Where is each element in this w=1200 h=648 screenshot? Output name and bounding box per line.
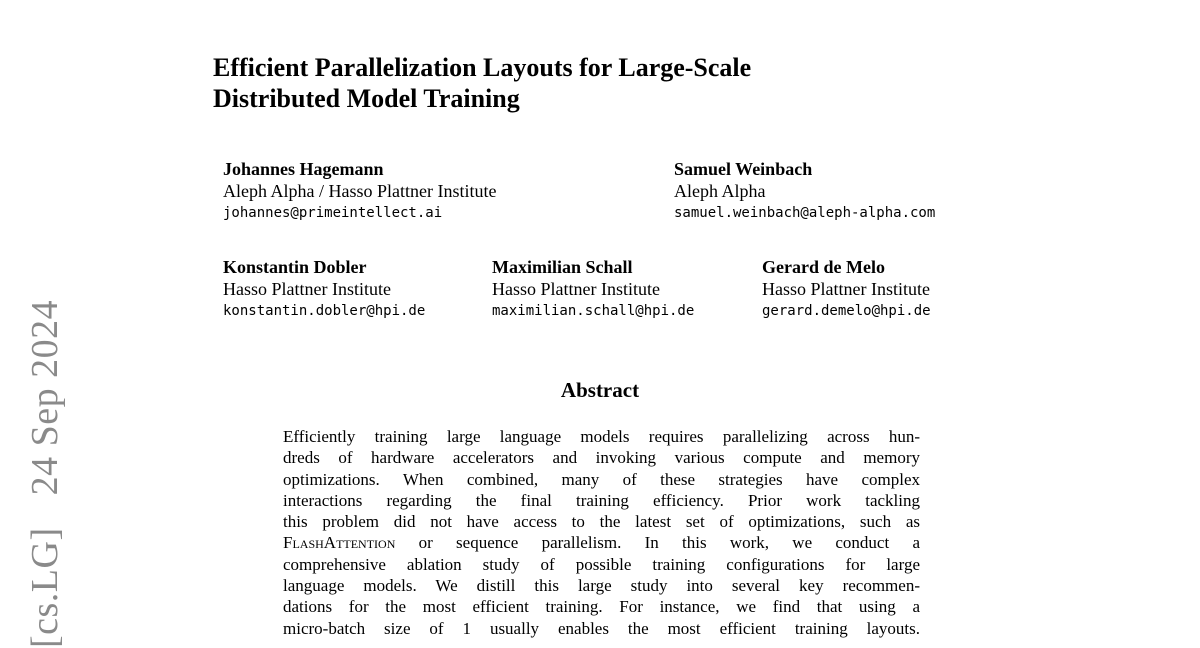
paper-title-line-2: Distributed Model Training bbox=[213, 84, 520, 113]
abstract-line: Efficiently training large language models requires parallelizing across hun- bbox=[283, 427, 920, 446]
paper-title-line-1: Efficient Parallelization Layouts for Large-Scale bbox=[213, 53, 752, 82]
author-name: Konstantin Dobler bbox=[223, 257, 367, 277]
paper-title bbox=[213, 52, 913, 114]
flashattention-term: FlashAttention bbox=[283, 533, 396, 553]
author-block-demelo bbox=[762, 256, 931, 322]
author-name: Maximilian Schall bbox=[492, 257, 633, 277]
author-email[interactable]: gerard.demelo@hpi.de bbox=[762, 303, 931, 319]
author-name: Johannes Hagemann bbox=[223, 159, 384, 179]
author-affiliation: Hasso Plattner Institute bbox=[223, 279, 391, 299]
abstract-line: interactions regarding the final training efficiency. Prior work tackling bbox=[283, 490, 920, 510]
author-email[interactable]: konstantin.dobler@hpi.de bbox=[223, 303, 426, 319]
abstract-line-tail: or sequence parallelism. In this work, we conduct a bbox=[395, 533, 920, 553]
author-email[interactable]: johannes@primeintellect.ai bbox=[223, 205, 443, 221]
arxiv-date: 24 Sep 2024 bbox=[24, 299, 66, 496]
author-block-dobler bbox=[223, 256, 425, 322]
abstract-line: dreds of hardware accelerators and invoking various compute and memory bbox=[283, 448, 920, 468]
abstract-heading: Abstract bbox=[560, 378, 640, 402]
abstract-line: optimizations. When combined, many of these strategies have complex bbox=[283, 469, 920, 489]
abstract-line-flashattention bbox=[283, 532, 920, 553]
author-block-hagemann bbox=[223, 158, 496, 224]
abstract-line: language models. We distill this large study into several key recommen- bbox=[283, 576, 920, 596]
author-block-weinbach bbox=[674, 158, 935, 224]
author-email[interactable]: samuel.weinbach@aleph-alpha.com bbox=[674, 205, 936, 221]
abstract-line: micro-batch size of 1 usually enables the most efficient training layouts. bbox=[283, 618, 920, 638]
author-affiliation: Hasso Plattner Institute bbox=[762, 279, 930, 299]
author-affiliation: Aleph Alpha bbox=[674, 181, 766, 201]
author-affiliation: Hasso Plattner Institute bbox=[492, 279, 660, 299]
author-block-schall bbox=[492, 256, 694, 322]
author-email[interactable]: maximilian.schall@hpi.de bbox=[492, 303, 695, 319]
arxiv-category: [cs.LG] bbox=[24, 527, 66, 648]
author-affiliation: Aleph Alpha / Hasso Plattner Institute bbox=[223, 181, 497, 201]
abstract-line: dations for the most efficient training. For instance, we find that using a bbox=[283, 597, 920, 617]
abstract-line: this problem did not have access to the latest set of optimizations, such as bbox=[283, 512, 920, 532]
author-name: Gerard de Melo bbox=[762, 257, 885, 277]
abstract-line: comprehensive ablation study of possible training configurations for large bbox=[283, 554, 920, 574]
abstract-body bbox=[283, 426, 920, 639]
author-name: Samuel Weinbach bbox=[674, 159, 813, 179]
arxiv-sidebar-stamp bbox=[20, 288, 70, 648]
